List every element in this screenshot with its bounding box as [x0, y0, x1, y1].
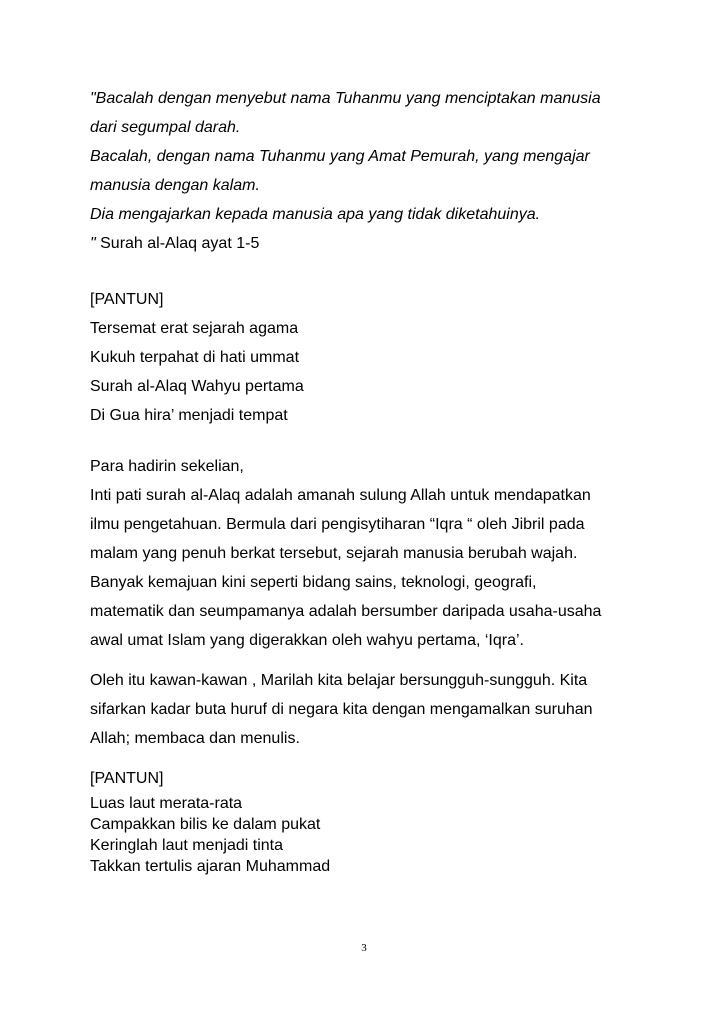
quote-line-3: Bacalah, dengan nama Tuhanmu yang Amat Pemurah, yang mengajar [90, 148, 590, 165]
pantun-2-line-2: Campakkan bilis ke dalam pukat [90, 816, 321, 833]
quran-quote [90, 84, 650, 258]
speech-2-line-3: Allah; membaca dan menulis. [90, 730, 300, 747]
pantun-1-line-3: Surah al-Alaq Wahyu pertama [90, 378, 304, 395]
speech-1-line-2: Inti pati surah al-Alaq adalah amanah sulung Allah untuk mendapatkan [90, 487, 591, 504]
pantun-2-heading: [PANTUN] [90, 770, 164, 787]
pantun-2-line-1: Luas laut merata-rata [90, 795, 243, 812]
speech-1-line-6: matematik dan seumpamanya adalah bersumber daripada usaha-usaha [90, 603, 602, 620]
pantun-1-line-2: Kukuh terpahat di hati ummat [90, 349, 300, 366]
quote-line-1: "Bacalah dengan menyebut nama Tuhanmu yang menciptakan manusia [90, 90, 601, 107]
speech-paragraph-2 [90, 666, 650, 753]
quote-line-4: manusia dengan kalam. [90, 177, 260, 194]
page-content [90, 84, 650, 877]
speech-1-line-3: ilmu pengetahuan. Bermula dari pengisytiharan “Iqra “ oleh Jibril pada [90, 516, 585, 533]
quote-reference-line [90, 229, 650, 258]
page-number: 3 [361, 942, 367, 954]
speech-1-line-7: awal umat Islam yang digerakkan oleh wahyu pertama, ‘Iqra’. [90, 632, 524, 649]
pantun-2-line-3: Keringlah laut menjadi tinta [90, 837, 284, 854]
pantun-1-line-1: Tersemat erat sejarah agama [90, 320, 299, 337]
speech-1-line-1: Para hadirin sekelian, [90, 458, 244, 475]
quote-reference: Surah al-Alaq ayat 1-5 [95, 235, 260, 252]
quote-closing-mark: " [90, 235, 96, 252]
speech-1-line-4: malam yang penuh berkat tersebut, sejarah manusia berubah wajah. [90, 545, 578, 562]
quote-line-5: Dia mengajarkan kepada manusia apa yang tidak diketahuinya. [90, 206, 541, 223]
pantun-2-line-4: Takkan tertulis ajaran Muhammad [90, 858, 331, 875]
speech-1-line-5: Banyak kemajuan kini seperti bidang sains, teknologi, geografi, [90, 574, 537, 591]
speech-2-line-2: sifarkan kadar buta huruf di negara kita dengan mengamalkan suruhan [90, 701, 593, 718]
pantun-2 [90, 764, 650, 877]
pantun-1-heading: [PANTUN] [90, 291, 164, 308]
pantun-1-line-4: Di Gua hira’ menjadi tempat [90, 407, 288, 424]
pantun-1 [90, 285, 650, 430]
speech-paragraph-1 [90, 452, 650, 655]
speech-2-line-1: Oleh itu kawan-kawan , Marilah kita belajar bersungguh-sungguh. Kita [90, 672, 588, 689]
quote-line-2: dari segumpal darah. [90, 119, 241, 136]
